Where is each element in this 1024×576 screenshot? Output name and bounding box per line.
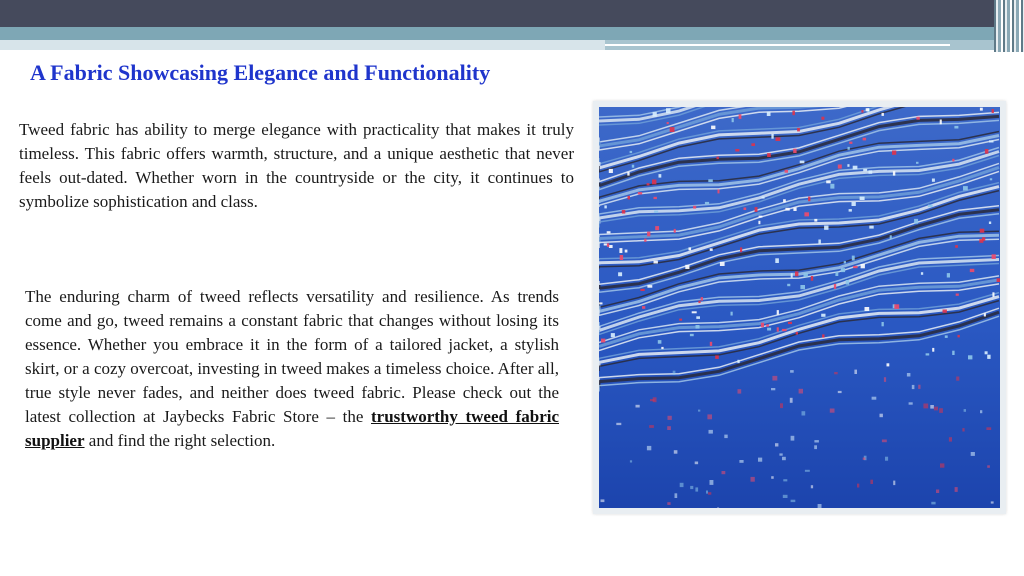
fabric-speckle: [848, 147, 850, 150]
fabric-speckle: [861, 110, 863, 113]
supplier-link[interactable]: trustworthy tweed fabric supplier: [25, 407, 560, 450]
fabric-speckle: [692, 311, 697, 313]
paragraph-intro: Tweed fabric has ability to merge elegance with practicality that makes it truly timeless. This fabric offers warmth, structure, and a unique aesthetic that never feels out-dated. Whether worn in the countryside or the city, it continues to symbolize sophistication and class.: [19, 120, 574, 211]
fabric-speckle: [844, 261, 846, 263]
fabric-speckle: [710, 342, 712, 346]
fabric-speckle: [653, 112, 657, 117]
fabric-speckle: [885, 457, 888, 461]
fabric-speckle: [655, 226, 659, 230]
fabric-speckle: [693, 206, 696, 209]
fabric-speckle: [916, 117, 919, 120]
fabric-speckle: [649, 425, 654, 428]
fabric-speckle: [711, 126, 715, 130]
paragraph-charm-text: The enduring charm of tweed reflects versatility and resilience. As trends come and go, tweed remains a constant fabric that changes without losing its essence. Whether you embrace it in the form of a tailored jacket, a stylish skirt, or a cozy overcoat, investing in tweed makes a timeless choice. After all, true style never fades, and neither does tweed fabric. Please check out the latest collection at Jaybecks Fabric Store – the: [25, 287, 559, 426]
fabric-speckle: [675, 493, 678, 498]
fabric-speckle: [971, 452, 975, 456]
fabric-speckle: [849, 209, 852, 212]
fabric-speckle: [838, 165, 842, 169]
fabric-speckle: [907, 373, 911, 377]
fabric-speckle: [914, 219, 918, 224]
fabric-speckle: [834, 372, 838, 374]
fabric-speckle: [963, 186, 968, 190]
fabric-speckle: [811, 485, 813, 488]
fabric-speckle: [783, 479, 787, 481]
paragraph-charm: [25, 285, 559, 453]
fabric-speckle: [987, 355, 990, 359]
fabric-speckle: [744, 208, 747, 211]
fabric-speckle: [792, 111, 795, 116]
fabric-speckle: [790, 398, 793, 403]
fabric-speckle: [780, 403, 783, 408]
fabric-speckle: [685, 265, 689, 269]
fabric-speckle: [674, 450, 678, 454]
fabric-speckle: [863, 169, 867, 172]
fabric-speckle: [661, 347, 663, 349]
fabric-speckle: [884, 377, 886, 382]
fabric-speckle: [861, 264, 865, 268]
fabric-speckle: [838, 391, 842, 393]
fabric-speckle: [800, 285, 805, 289]
fabric-speckle: [767, 153, 771, 157]
tweed-fabric-image: [599, 107, 1000, 508]
fabric-speckle: [921, 272, 923, 275]
fabric-speckle: [783, 199, 786, 202]
fabric-speckle: [690, 486, 693, 489]
fabric-speckle: [940, 120, 942, 125]
fabric-speckle: [970, 269, 975, 272]
fabric-speckle: [620, 255, 623, 260]
fabric-speckle: [640, 289, 644, 291]
fabric-speckle: [670, 127, 675, 132]
fabric-speckle: [992, 109, 994, 113]
fabric-speckle: [821, 314, 825, 317]
fabric-speckle: [667, 426, 671, 430]
fabric-speckle: [654, 211, 658, 213]
fabric-speckle: [771, 134, 773, 139]
fabric-speckle: [847, 164, 849, 167]
fabric-speckle: [739, 114, 742, 119]
fabric-speckle: [787, 284, 790, 286]
fabric-speckle: [805, 470, 810, 472]
fabric-speckle: [909, 402, 913, 404]
fabric-speckle: [785, 208, 789, 211]
fabric-speckle: [870, 480, 873, 484]
fabric-speckle: [632, 165, 634, 168]
fabric-speckle: [767, 328, 771, 331]
fabric-speckle: [761, 197, 764, 199]
fabric-speckle: [722, 471, 726, 474]
fabric-speckle: [696, 325, 700, 329]
fabric-speckle: [912, 385, 915, 389]
fabric-speckle: [863, 458, 866, 460]
fabric-speckle: [777, 327, 779, 331]
fabric-speckle: [987, 465, 990, 468]
fabric-speckle: [989, 222, 991, 225]
fabric-speckle: [980, 410, 982, 413]
fabric-speckle: [785, 170, 788, 173]
fabric-speckle: [985, 149, 989, 154]
fabric-speckle: [997, 278, 1000, 282]
fabric-speckle: [708, 492, 711, 495]
fabric-speckle: [955, 245, 958, 248]
fabric-speckle: [698, 410, 700, 412]
fabric-speckle: [853, 166, 858, 170]
fabric-speckle: [882, 440, 887, 443]
fabric-speckle: [738, 389, 742, 393]
fabric-speckle: [882, 322, 884, 326]
fabric-speckle: [779, 453, 782, 455]
fabric-speckle: [869, 226, 873, 229]
fabric-speckle: [869, 170, 873, 174]
fabric-speckle: [791, 436, 795, 441]
fabric-speckle: [696, 316, 700, 319]
fabric-speckle: [958, 335, 960, 338]
fabric-speckle: [796, 332, 798, 335]
fabric-speckle: [791, 500, 796, 502]
fabric-speckle: [707, 414, 712, 419]
fabric-speckle: [799, 389, 803, 394]
fabric-speckle: [731, 312, 733, 316]
fabric-speckle: [718, 189, 720, 193]
fabric-speckle: [918, 385, 920, 389]
fabric-speckle: [797, 128, 800, 131]
fabric-speckle: [628, 196, 631, 200]
fabric-speckle: [814, 445, 817, 449]
fabric-speckle: [652, 180, 656, 185]
fabric-speckle: [949, 437, 952, 441]
fabric-speckle: [709, 430, 713, 434]
fabric-speckle: [890, 235, 892, 239]
fabric-speckle: [992, 292, 994, 297]
fabric-speckle: [607, 231, 611, 233]
fabric-speckle: [947, 273, 950, 277]
fabric-speckle: [647, 285, 652, 288]
fabric-speckle: [930, 405, 934, 409]
fabric-speckle: [989, 140, 994, 142]
header-bar-dark: [0, 0, 1024, 27]
fabric-speckle: [849, 142, 852, 144]
fabric-speckle: [804, 212, 809, 216]
fabric-speckle: [893, 171, 895, 175]
header-bar-light: [0, 40, 605, 50]
fabric-speckle: [755, 207, 758, 212]
fabric-speckle: [814, 219, 817, 222]
fabric-speckle: [666, 108, 671, 113]
fabric-speckle: [952, 351, 954, 355]
fabric-speckle: [771, 476, 774, 479]
fabric-speckle: [814, 440, 819, 442]
fabric-speckle: [710, 248, 713, 251]
fabric-speckle: [706, 491, 708, 494]
fabric-speckle: [926, 353, 930, 355]
fabric-speckle: [835, 272, 838, 276]
fabric-speckle: [880, 414, 883, 418]
fabric-speckle: [985, 351, 988, 354]
header-bar-line: [605, 44, 950, 46]
fabric-speckle: [791, 273, 793, 277]
fabric-speckle: [622, 210, 626, 214]
fabric-speckle: [735, 149, 739, 152]
fabric-speckle: [601, 339, 605, 343]
fabric-speckle: [604, 205, 606, 208]
fabric-speckle: [818, 240, 821, 244]
fabric-speckle: [893, 481, 895, 486]
fabric-speckle: [647, 232, 650, 237]
fabric-speckle: [601, 499, 605, 502]
fabric-speckle: [956, 377, 959, 381]
fabric-speckle: [804, 273, 808, 277]
fabric-speckle: [824, 226, 828, 230]
fabric-speckle: [609, 245, 613, 248]
fabric-speckle: [782, 329, 787, 331]
fabric-speckle: [954, 126, 958, 129]
fabric-speckle: [986, 427, 991, 430]
fabric-speckle: [934, 407, 938, 411]
fabric-speckle: [625, 250, 628, 253]
fabric-speckle: [717, 507, 719, 508]
fabric-speckle: [690, 334, 694, 336]
fabric-speckle: [599, 302, 602, 304]
fabric-speckle: [852, 256, 855, 261]
fabric-speckle: [821, 117, 824, 120]
fabric-speckle: [808, 197, 810, 202]
fabric-speckle: [990, 178, 992, 180]
fabric-speckle: [611, 333, 615, 337]
fabric-speckle: [854, 370, 857, 374]
fabric-speckle: [826, 180, 831, 183]
fabric-speckle: [647, 183, 650, 185]
fabric-speckle: [654, 261, 658, 264]
fabric-speckle: [701, 297, 703, 301]
fabric-speckle: [863, 138, 867, 141]
fabric-speckle: [751, 143, 755, 146]
fabric-speckle: [638, 192, 642, 194]
fabric-speckle: [979, 239, 983, 243]
fabric-speckle: [790, 370, 794, 373]
fabric-speckle: [668, 416, 672, 420]
fabric-speckle: [758, 221, 760, 224]
fabric-speckle: [708, 179, 713, 182]
fabric-speckle: [653, 397, 657, 402]
fabric-speckle: [771, 388, 775, 390]
fabric-speckle: [698, 301, 700, 303]
fabric-speckle: [673, 371, 676, 375]
fabric-speckle: [945, 335, 948, 338]
fabric-speckle: [776, 137, 781, 141]
fabric-speckle: [783, 495, 788, 498]
fabric-speckle: [609, 169, 613, 173]
fabric-speckle: [616, 423, 621, 425]
fabric-speckle: [793, 208, 796, 212]
fabric-speckle: [894, 304, 899, 309]
fabric-speckle: [928, 205, 933, 208]
fabric-speckle: [715, 355, 719, 359]
fabric-speckle: [740, 247, 742, 252]
fabric-speckle: [800, 161, 805, 164]
fabric-speckle: [866, 108, 869, 111]
fabric-speckle: [761, 323, 764, 328]
fabric-speckle: [724, 435, 727, 439]
fabric-speckle: [834, 284, 836, 289]
fabric-speckle: [916, 162, 919, 164]
fabric-speckle: [659, 174, 662, 178]
fabric-speckle: [822, 334, 824, 337]
fabric-speckle: [607, 243, 609, 247]
fabric-speckle: [923, 404, 928, 409]
fabric-speckle: [674, 229, 676, 233]
fabric-speckle: [962, 428, 964, 431]
fabric-speckle: [627, 172, 629, 176]
fabric-speckle: [940, 463, 944, 467]
fabric-speckle: [732, 118, 734, 122]
header-bar-teal: [0, 27, 1024, 40]
fabric-speckle: [642, 306, 645, 309]
fabric-speckle: [777, 310, 779, 315]
fabric-speckle: [710, 480, 714, 485]
fabric-speckle: [964, 409, 966, 412]
fabric-speckle: [618, 272, 622, 276]
fabric-speckle: [830, 184, 834, 189]
fabric-speckle: [936, 490, 939, 494]
fabric-speckle: [852, 202, 856, 206]
fabric-speckle: [695, 462, 698, 465]
fabric-speckle: [943, 310, 947, 313]
fabric-speckle: [667, 122, 669, 124]
fabric-speckle: [932, 179, 935, 182]
fabric-speckle: [830, 409, 835, 413]
tweed-fabric-photo: [593, 101, 1006, 514]
fabric-speckle: [737, 360, 739, 363]
fabric-speckle: [630, 151, 633, 153]
fabric-speckle: [679, 319, 682, 321]
fabric-speckle: [795, 271, 798, 276]
fabric-speckle: [636, 405, 640, 408]
fabric-speckle: [952, 159, 954, 162]
header-stripes: [994, 0, 1024, 52]
fabric-speckle: [872, 397, 877, 400]
fabric-speckle: [775, 258, 779, 263]
fabric-speckle: [658, 340, 662, 344]
fabric-speckle: [751, 477, 755, 482]
fabric-speckle: [630, 460, 632, 462]
fabric-speckle: [857, 484, 859, 488]
fabric-speckle: [647, 446, 651, 450]
fabric-speckle: [667, 502, 670, 505]
fabric-speckle: [793, 149, 796, 153]
fabric-speckle: [705, 202, 709, 204]
fabric-speckle: [811, 276, 813, 281]
fabric-speckle: [767, 112, 771, 116]
fabric-speckle: [758, 458, 762, 462]
slide-title: A Fabric Showcasing Elegance and Functionality: [30, 60, 491, 85]
fabric-speckle: [991, 501, 994, 503]
fabric-speckle: [860, 197, 865, 200]
fabric-speckle: [956, 294, 959, 296]
fabric-speckle: [689, 247, 692, 250]
fabric-speckle: [865, 307, 870, 311]
fabric-speckle: [955, 487, 958, 492]
fabric-speckle: [931, 502, 935, 505]
fabric-speckle: [644, 239, 646, 242]
fabric-speckle: [992, 254, 996, 259]
fabric-speckle: [853, 266, 858, 268]
fabric-speckle: [695, 487, 698, 491]
fabric-speckle: [739, 460, 743, 463]
fabric-speckle: [775, 443, 778, 446]
fabric-speckle: [782, 457, 786, 460]
fabric-speckle: [939, 408, 943, 413]
fabric-speckle: [619, 248, 622, 253]
fabric-speckle: [759, 216, 763, 218]
fabric-speckle: [980, 108, 983, 111]
fabric-speckle: [887, 363, 890, 366]
fabric-speckle: [882, 113, 884, 116]
fabric-speckle: [720, 262, 725, 266]
fabric-speckle: [766, 324, 769, 326]
fabric-speckle: [818, 504, 822, 508]
fabric-speckle: [968, 355, 972, 359]
fabric-speckle: [846, 280, 849, 285]
fabric-speckle: [654, 197, 657, 199]
fabric-speckle: [984, 313, 986, 316]
fabric-speckle: [892, 151, 896, 155]
fabric-speckle: [680, 483, 684, 487]
fabric-speckle: [841, 268, 845, 272]
fabric-speckle: [802, 411, 806, 415]
fabric-speckle: [717, 157, 719, 160]
fabric-speckle: [932, 348, 934, 352]
fabric-speckle: [772, 376, 777, 381]
fabric-speckle: [788, 322, 792, 324]
fabric-speckle: [980, 229, 985, 233]
paragraph-charm-end: and find the right selection.: [84, 431, 276, 450]
